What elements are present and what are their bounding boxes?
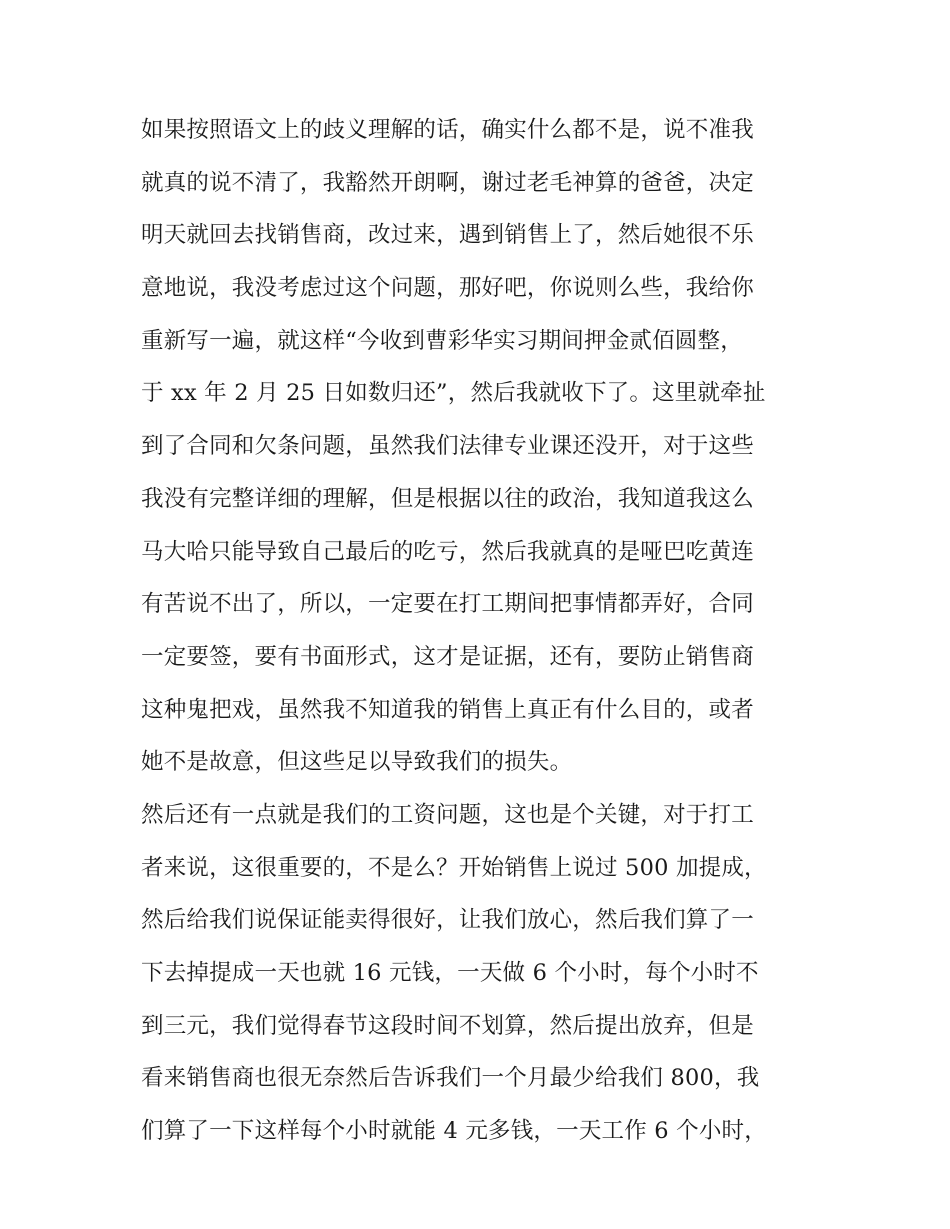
text-line: 下去掉提成一天也就 16 元钱，一天做 6 个小时，每个小时不 [141,960,759,986]
text-line: 然后还有一点就是我们的工资问题，这也是个关键，对于打工 [141,801,754,828]
text-line: 我没有完整详细的理解，但是根据以往的政治，我知道我这么 [141,485,754,512]
text-line: 到了合同和欠条问题，虽然我们法律专业课还没开，对于这些 [141,433,754,460]
body-text [141,104,831,1158]
text-line: 有苦说不出了，所以，一定要在打工期间把事情都弄好，合同 [141,591,754,618]
text-line: 就真的说不清了，我豁然开朗啊，谢过老毛神算的爸爸，决定 [141,169,754,196]
text-line: 明天就回去找销售商，改过来，遇到销售上了，然后她很不乐 [141,222,754,249]
text-line: 这种鬼把戏，虽然我不知道我的销售上真正有什么目的，或者 [141,696,754,723]
text-line: 意地说，我没考虑过这个问题，那好吧，你说则么些，我给你 [141,275,754,302]
text-line: 于 xx 年 2 月 25 日如数归还”，然后我就收下了。这里就牵扯 [141,380,766,407]
text-line: 者来说，这很重要的，不是么？开始销售上说过 500 加提成， [141,854,767,881]
text-line: 一定要签，要有书面形式，这才是证据，还有，要防止销售商 [141,643,754,670]
text-line: 到三元，我们觉得春节这段时间不划算，然后提出放弃，但是 [141,1012,754,1039]
text-line: 她不是故意，但这些足以导致我们的损失。 [141,749,573,776]
text-line: 们算了一下这样每个小时就能 4 元多钱，一天工作 6 个小时， [141,1118,767,1145]
text-line: 看来销售商也很无奈然后告诉我们一个月最少给我们 800，我 [141,1065,760,1092]
text-line: 然后给我们说保证能卖得很好，让我们放心，然后我们算了一 [141,907,754,934]
text-line: 如果按照语文上的歧义理解的话，确实什么都不是，说不准我 [141,117,754,143]
text-line: 马大哈只能导致自己最后的吃亏，然后我就真的是哑巴吃黄连 [141,538,754,565]
text-line: 重新写一遍，就这样“今收到曹彩华实习期间押金贰佰圆整， [141,327,743,354]
